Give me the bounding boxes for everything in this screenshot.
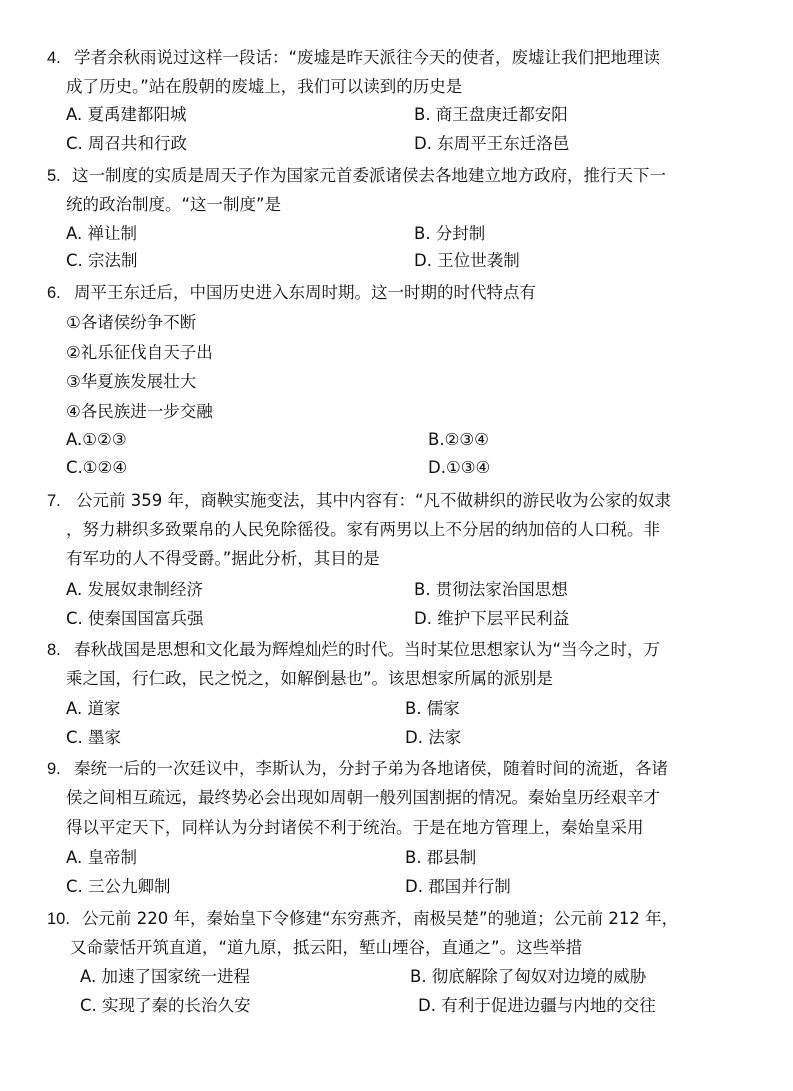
option-b: B. 商王盘庚迁都安阳 — [414, 105, 568, 124]
question-number: 9. — [47, 760, 61, 778]
question-number: 5. — [47, 167, 61, 185]
option-a: A. 禅让制 — [66, 224, 137, 243]
option-a: A.①②③ — [66, 430, 127, 449]
question-stem-line: 周平王东迁后，中国历史进入东周时期。这一时期的时代特点有 — [74, 283, 536, 302]
option-b: B. 分封制 — [414, 224, 486, 243]
option-c: C. 宗法制 — [66, 251, 138, 270]
option-a: A. 夏禹建都阳城 — [66, 105, 187, 124]
option-d: D. 法家 — [405, 728, 462, 747]
option-c: C.①②④ — [66, 458, 128, 477]
option-c: C. 周召共和行政 — [66, 134, 188, 153]
statement-item: ④各民族进一步交融 — [66, 402, 213, 421]
question-number: 4. — [47, 49, 61, 67]
option-d: D. 维护下层平民利益 — [414, 609, 570, 628]
option-d: D. 郡国并行制 — [405, 877, 511, 896]
option-d: D. 王位世袭制 — [414, 251, 520, 270]
option-c: C. 使秦国国富兵强 — [66, 609, 204, 628]
statement-item: ③华夏族发展壮大 — [66, 372, 197, 391]
option-c: C. 三公九卿制 — [66, 877, 171, 896]
question-stem-line: 统的政治制度。“这一制度”是 — [66, 195, 282, 214]
option-b: B. 贯彻法家治国思想 — [414, 580, 568, 599]
option-c: C. 实现了秦的长治久安 — [80, 996, 251, 1015]
option-a: A. 加速了国家统一进程 — [80, 967, 250, 986]
question-number: 7. — [47, 492, 61, 510]
question-stem-line: 这一制度的实质是周天子作为国家元首委派诸侯去各地建立地方政府，推行天下一 — [72, 166, 666, 185]
option-a: A. 道家 — [66, 699, 121, 718]
question-stem-line: 春秋战国是思想和文化最为辉煌灿烂的时代。当时某位思想家认为“当今之时，万 — [74, 640, 661, 659]
question-stem-line: 侯之间相互疏远，最终势必会出现如周朝一般列国割据的情况。秦始皇历经艰辛才 — [66, 788, 660, 807]
question-stem-line: 学者余秋雨说过这样一段话：“废墟是昨天派往今天的使者，废墟让我们把地理读 — [74, 48, 661, 67]
question-stem-line: 公元前 220 年，秦始皇下令修建“东穷燕齐，南极吴楚”的驰道；公元前 212 年， — [82, 909, 679, 928]
question-stem-line: ，努力耕织多致粟帛的人民免除徭役。家有两男以上不分居的纳加倍的人口税。非 — [66, 520, 660, 539]
question-stem-line: 又命蒙恬开筑直道，“道九原，抵云阳，堑山堙谷，直通之”。这些举措 — [70, 938, 583, 957]
question-stem-line: 有军功的人不得受爵。”据此分析，其目的是 — [66, 549, 380, 568]
question-stem-line: 乘之国，行仁政，民之悦之，如解倒悬也”。该思想家所属的派别是 — [66, 669, 554, 688]
option-a: A. 皇帝制 — [66, 848, 137, 867]
option-d: D. 东周平王东迁洛邑 — [414, 134, 570, 153]
question-stem-line: 成了历史。”站在殷朝的废墟上，我们可以读到的历史是 — [66, 77, 463, 96]
statement-item: ①各诸侯纷争不断 — [66, 313, 197, 332]
option-b: B. 儒家 — [405, 699, 460, 718]
question-stem-line: 得以平定天下，同样认为分封诸侯不利于统治。于是在地方管理上，秦始皇采用 — [66, 818, 644, 837]
option-c: C. 墨家 — [66, 728, 122, 747]
question-stem-line: 公元前 359 年，商鞅实施变法，其中内容有：“凡不做耕织的游民收为公家的奴隶 — [76, 491, 672, 510]
option-b: B.②③④ — [428, 430, 489, 449]
question-number: 6. — [47, 284, 61, 302]
option-b: B. 彻底解除了匈奴对边境的威胁 — [410, 967, 647, 986]
question-stem-line: 秦统一后的一次廷议中，李斯认为，分封子弟为各地诸侯，随着时间的流逝，各诸 — [74, 759, 668, 778]
option-b: B. 郡县制 — [405, 848, 477, 867]
statement-item: ②礼乐征伐自天子出 — [66, 343, 213, 362]
option-d: D.①③④ — [428, 458, 491, 477]
question-number: 10. — [47, 910, 70, 928]
option-a: A. 发展奴隶制经济 — [66, 580, 203, 599]
question-number: 8. — [47, 641, 61, 659]
option-d: D. 有利于促进边疆与内地的交往 — [418, 996, 656, 1015]
